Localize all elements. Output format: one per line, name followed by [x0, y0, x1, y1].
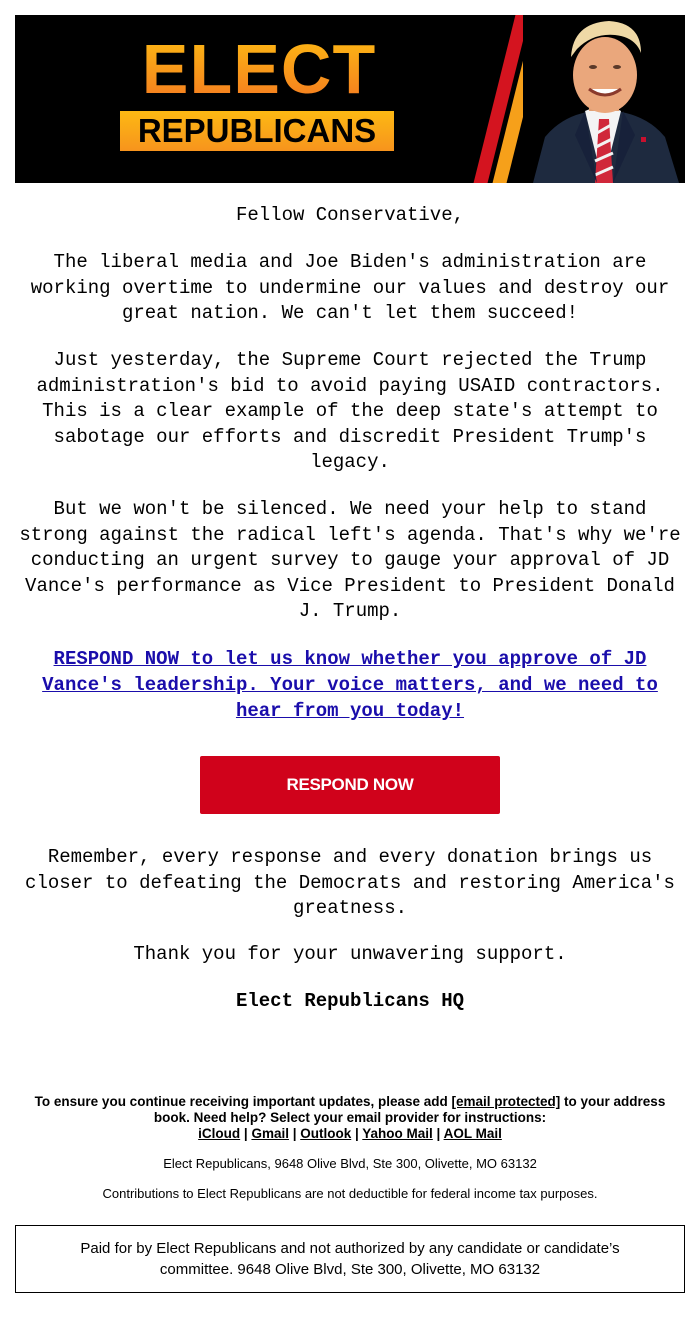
- signoff: Elect Republicans HQ: [235, 990, 465, 1012]
- footer-deductible: Contributions to Elect Republicans are not deductible for federal income tax purposes.: [102, 1186, 598, 1201]
- separator: |: [432, 1126, 444, 1141]
- respond-now-button[interactable]: RESPOND NOW: [200, 756, 500, 814]
- paid-for-text: Paid for by Elect Republicans and not authorized by any candidate or candidate’s committee. 9648 Olive Blvd, Ste 300, Olivette, MO 63132: [80, 1240, 620, 1278]
- provider-link-icloud[interactable]: iCloud: [198, 1126, 241, 1141]
- thank-you-line: Thank you for your unwavering support.: [133, 943, 567, 965]
- provider-link-gmail[interactable]: Gmail: [251, 1126, 289, 1141]
- separator: |: [351, 1126, 363, 1141]
- logo-elect-text: ELECT: [119, 35, 399, 103]
- paid-for-disclaimer: [15, 1225, 685, 1293]
- footer-address: Elect Republicans, 9648 Olive Blvd, Ste 300, Olivette, MO 63132: [163, 1156, 537, 1171]
- footer-notice: [15, 1094, 685, 1142]
- separator: |: [288, 1126, 301, 1141]
- provider-link-outlook[interactable]: Outlook: [300, 1126, 352, 1141]
- portrait-image: [523, 15, 685, 183]
- notice-suffix: to your address book. Need help? Select your email provider for instructions:: [153, 1094, 666, 1125]
- greeting: Fellow Conservative,: [235, 204, 465, 226]
- logo-republicans-text: REPUBLICANS: [120, 111, 394, 151]
- notice-prefix: To ensure you continue receiving important updates, please add: [34, 1094, 452, 1109]
- provider-link-aol[interactable]: AOL Mail: [443, 1126, 502, 1141]
- email-link[interactable]: [email protected]: [451, 1094, 561, 1109]
- provider-link-yahoo[interactable]: Yahoo Mail: [362, 1126, 433, 1141]
- header-banner: [15, 15, 685, 183]
- paragraph-2: Just yesterday, the Supreme Court rejected the Trump administration's bid to avoid paying USAID contractors. This is a clear example of the deep state's attempt to sabotage our efforts and discredit President Trump's legacy.: [36, 349, 664, 473]
- paragraph-1: The liberal media and Joe Biden's administration are working overtime to undermine our values and destroy our great nation. We can't let them succeed!: [30, 251, 670, 324]
- paragraph-4: Remember, every response and every donation brings us closer to defeating the Democrats and restoring America's greatness.: [25, 846, 675, 919]
- paragraph-3: But we won't be silenced. We need your help to stand strong against the radical left's agenda. That's why we're conducting an urgent survey to gauge your approval of JD Vance's performance as Vice President to President Donald J. Trump.: [19, 498, 681, 622]
- respond-now-link[interactable]: RESPOND NOW to let us know whether you approve of JD Vance's leadership. Your voice matters, and we need to hear from you today!: [42, 648, 658, 722]
- separator: |: [240, 1126, 252, 1141]
